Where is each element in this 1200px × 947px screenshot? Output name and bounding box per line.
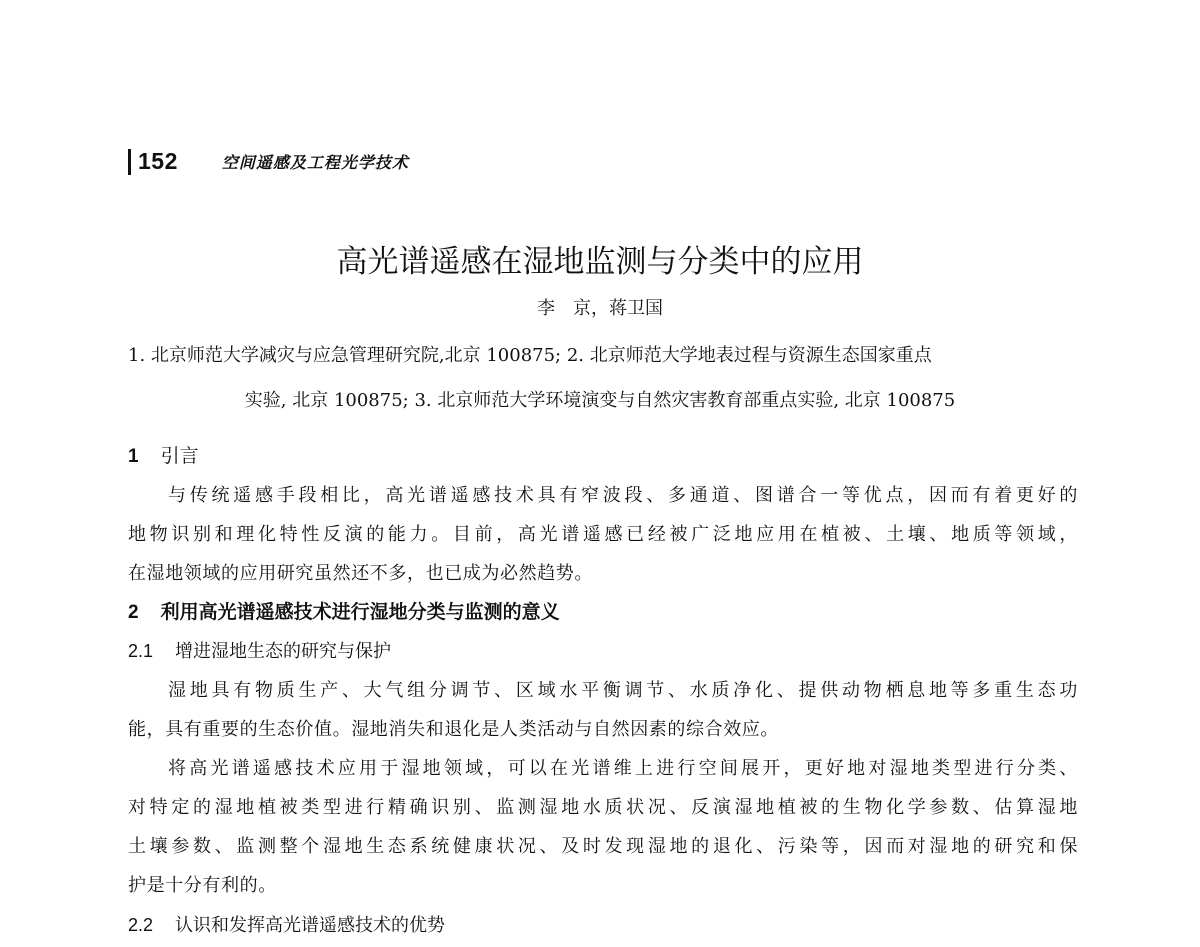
section-heading-1 (128, 441, 199, 472)
article-authors: 李 京，蒋卫国 (537, 298, 663, 319)
section-title: 引言 (160, 445, 199, 467)
subsection-title: 认识和发挥高光谱遥感技术的优势 (175, 915, 446, 936)
paragraph-line: 护是十分有利的。 (128, 875, 277, 896)
journal-name: 空间遥感及工程光学技术 (221, 153, 409, 172)
paragraph-line: 将高光谱遥感技术应用于湿地领域，可以在光谱维上进行空间展开，更好地对湿地类型进行分类、 (168, 758, 1078, 779)
section-number: 1 (128, 446, 139, 467)
article-title: 高光谱遥感在湿地监测与分类中的应用 (336, 244, 864, 280)
subsection-title: 增进湿地生态的研究与保护 (175, 641, 392, 662)
running-head (128, 148, 409, 175)
section-title: 利用高光谱遥感技术进行湿地分类与监测的意义 (160, 601, 560, 623)
section-heading-2 (128, 597, 560, 628)
paragraph-line: 地物识别和理化特性反演的能力。目前，高光谱遥感已经被广泛地应用在植被、土壤、地质等领域， (128, 524, 1078, 545)
section-number: 2 (128, 602, 139, 623)
paragraph-line: 湿地具有物质生产、大气组分调节、区域水平衡调节、水质净化、提供动物栖息地等多重生态功 (168, 680, 1078, 701)
subsection-number: 2.2 (128, 915, 154, 935)
paragraph-line: 能，具有重要的生态价值。湿地消失和退化是人类活动与自然因素的综合效应。 (128, 719, 779, 740)
subsection-number: 2.1 (128, 641, 154, 661)
paragraph-line: 在湿地领域的应用研究虽然还不多，也已成为必然趋势。 (128, 563, 593, 584)
subsection-heading-2-2 (128, 910, 445, 941)
paragraph-line: 与传统遥感手段相比，高光谱遥感技术具有窄波段、多通道、图谱合一等优点，因而有着更好的 (168, 485, 1078, 506)
paragraph-line: 土壤参数、监测整个湿地生态系统健康状况、及时发现湿地的退化、污染等，因而对湿地的研究和保 (128, 836, 1078, 857)
page-number: 152 (138, 148, 178, 174)
subsection-heading-2-1 (128, 636, 391, 667)
paragraph-line: 对特定的湿地植被类型进行精确识别、监测湿地水质状况、反演湿地植被的生物化学参数、估算湿地 (128, 797, 1078, 818)
running-head-rule (128, 149, 131, 175)
affiliation-line: 实验, 北京 100875; 3. 北京师范大学环境演变与自然灾害教育部重点实验, 北京 100875 (244, 390, 956, 411)
affiliation-line: 1. 北京师范大学减灾与应急管理研究院,北京 100875; 2. 北京师范大学地表过程与资源生态国家重点 (128, 345, 932, 366)
